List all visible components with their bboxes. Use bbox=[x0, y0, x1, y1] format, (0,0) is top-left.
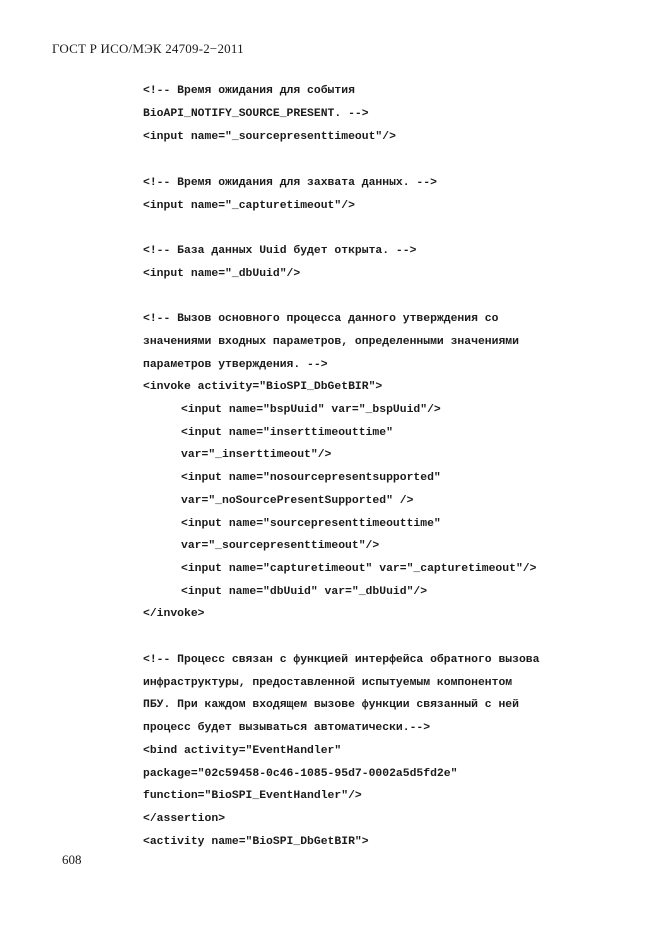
code-line: function="BioSPI_EventHandler"/> bbox=[143, 790, 362, 802]
code-line: <!-- Вызов основного процесса данного утверждения со bbox=[143, 313, 499, 325]
code-line: BioAPI_NOTIFY_SOURCE_PRESENT. --> bbox=[143, 108, 369, 120]
code-line: <input name="inserttimeouttime" bbox=[181, 427, 393, 439]
code-line: <input name="_sourcepresenttimeout"/> bbox=[143, 131, 396, 143]
code-line: </assertion> bbox=[143, 813, 226, 825]
code-line: var="_sourcepresenttimeout"/> bbox=[181, 540, 380, 552]
code-line: инфраструктуры, предоставленной испытуемым компонентом bbox=[143, 677, 513, 689]
page-number: 608 bbox=[62, 852, 82, 867]
code-line: <input name="capturetimeout" var="_capturetimeout"/> bbox=[181, 563, 537, 575]
code-line: package="02c59458-0c46-1085-95d7-0002a5d5fd2e" bbox=[143, 768, 458, 780]
code-line: <!-- Время ожидания для захвата данных. --> bbox=[143, 177, 437, 189]
code-line: <activity name="BioSPI_DbGetBIR"> bbox=[143, 836, 369, 848]
code-line: var="_inserttimeout"/> bbox=[181, 449, 332, 461]
page-header: ГОСТ Р ИСО/МЭК 24709-2−2011 bbox=[52, 41, 244, 56]
code-line: <!-- Время ожидания для события bbox=[143, 85, 355, 97]
code-line: <!-- База данных Uuid будет открыта. --> bbox=[143, 245, 417, 257]
code-line: ПБУ. При каждом входящем вызове функции связанный с ней bbox=[143, 699, 519, 711]
code-line: <input name="sourcepresenttimeouttime" bbox=[181, 518, 441, 530]
code-line: </invoke> bbox=[143, 608, 205, 620]
code-line: <input name="_capturetimeout"/> bbox=[143, 200, 355, 212]
code-line: <input name="_dbUuid"/> bbox=[143, 268, 301, 280]
code-line: <input name="bspUuid" var="_bspUuid"/> bbox=[181, 404, 441, 416]
code-line: <!-- Процесс связан с функцией интерфейса обратного вызова bbox=[143, 654, 540, 666]
code-line: <input name="dbUuid" var="_dbUuid"/> bbox=[181, 586, 428, 598]
code-line: значениями входных параметров, определенными значениями bbox=[143, 336, 519, 348]
code-line: var="_noSourcePresentSupported" /> bbox=[181, 495, 414, 507]
code-line: процесс будет вызываться автоматически.--> bbox=[143, 722, 431, 734]
code-line: <bind activity="EventHandler" bbox=[143, 745, 342, 757]
code-line: <invoke activity="BioSPI_DbGetBIR"> bbox=[143, 381, 383, 393]
code-line: <input name="nosourcepresentsupported" bbox=[181, 472, 441, 484]
code-line: параметров утверждения. --> bbox=[143, 359, 328, 371]
